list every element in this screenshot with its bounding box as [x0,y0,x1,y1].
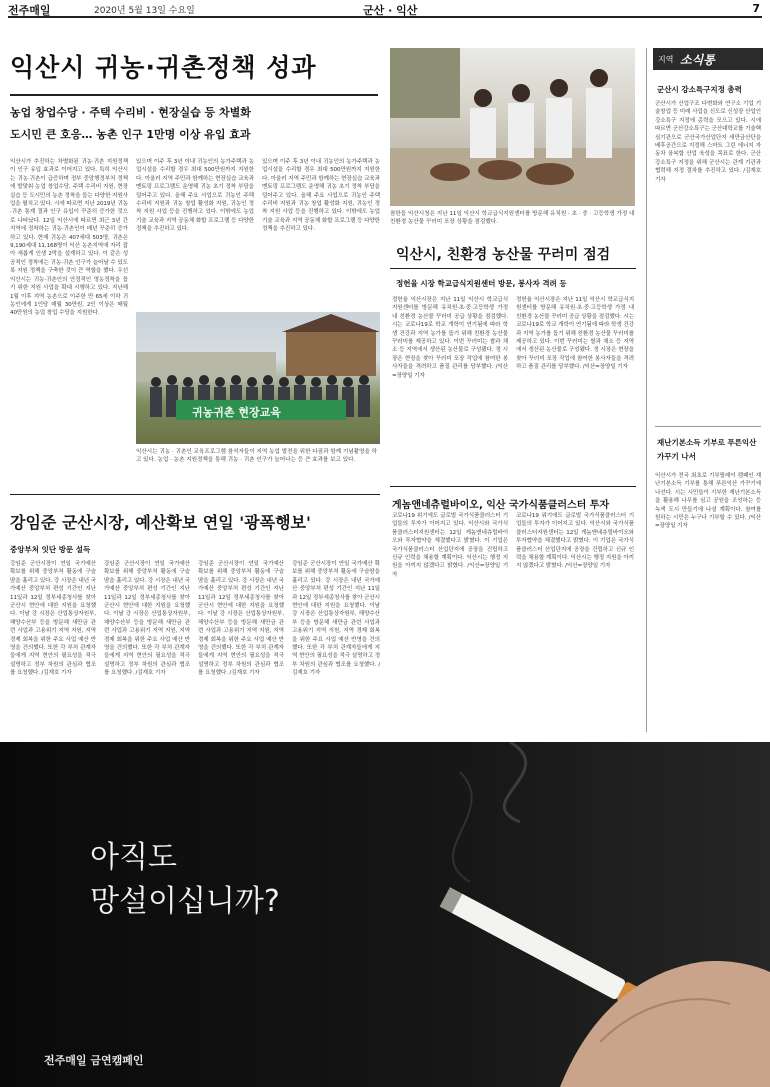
article4-headline: 게놈앤네츄럴바이오, 익산 국가식품클러스터 투자 [392,500,610,511]
lead-photo [136,312,380,444]
lead-headline: 익산시 귀농·귀촌정책 성과 [10,53,317,82]
sidebar-header-title: 소식통 [680,53,715,67]
article4-body-col-1: 코로나19 위기에도 글로벌 국가식품클러스터 기업들의 투자가 이어지고 있다. 익산시와 국가식품클러스터지원센터는 12일 게놈앤네츄럴바이오와 투자협약을 체결했다고 밝혔다. 이 기업은 국가식품클러스터 산업단지에 공장을 건립하고 신규 인력을 채용할 계획이다. 익산시는 행정 지원을 아끼지 않겠다고 밝혔다. /익산=장양일 기자 [392,513,508,578]
divider [655,426,761,427]
article2-headline: 익산시, 친환경 농산물 꾸러미 점검 [396,247,611,263]
lead-subheadline-1: 농업 창업수당 · 주택 수리비 · 현장실습 등 차별화 [10,106,251,119]
article3-headline: 강임준 군산시장, 예산확보 연일 '광폭행보' [10,513,311,532]
top-photo [390,48,635,206]
lead-body-col-1: 익산시가 추진하는 차별화된 귀농·귀촌 지원정책이 인구 유입 효과로 이어지고 있다. 특히 익산시는 귀농·귀촌이 급증하며 정부 중앙행정부처 정책에 발맞춰 농업 창업수당, 주택 수리비 지원, 현장실습 등 도시민의 농촌 정착을 돕는 다양한 지원사업을 펼치고 있다. 시에 따르면 지난 2019년 귀농·귀촌 통계 결과 인구 유입이 꾸준히 증가한 것으로 나타났다. 12일 익산시에 따르면 최근 3년 간 지역에 정착하는 귀농·귀촌인이 매년 꾸준히 증가하고 있다. 현재 귀농은 407세대 503명, 귀촌은 9,190세대 11,168명이 익산 농촌지역에 자리 잡아 새롭게 인생 2막을 설계하고 있다. 이 같은 성공적인 정착에는 귀농·귀촌 인구가 늘어날 수 있도록 지원 정책을 구축한 것이 큰 역할을 했다. 우선 익산시는 귀농·귀촌인의 안정적인 영농정착을 돕기 위한 지원 사업을 확대 시행하고 있다. 지난해 1월 이후 지역 농촌으로 이주한 만 65세 이하 귀농인에게 1인당 매월 30만원, 2인 이상은 매월 40만원의 농업 창업 수당을 지원한다. [10,159,128,317]
top-photo-caption: 참한들 익산시청은 지난 11일 익산시 학교급식지원센터를 방문해 유치원 · 초 · 중 · 고등학생 가정 내 친환경 농산물 꾸러미 포장 상황을 점검했다. [390,211,635,225]
sidebar-item1-body: 군산시가 산업구조 다변화와 연구소 기업 기술창업 등 미래 사업을 신도로 신성장 산업인 강소특구 지정에 총력을 모으고 있다. 시에 따르면 군산강소특구는 군산대학교를 기술핵심기관으로 군산국가산업단지 새만금산단을 배후공간으로 지정해 스마트 그린 에너지 자동차 융복합 산업 육성을 목표로 한다. 군산 강소특구 지정을 위해 군산시는 관계 기관과 협력해 지정 절차를 추진하고 있다. /김재호 기자 [655,101,761,183]
divider [390,268,636,269]
lead-photo-caption: 익산시는 귀농 · 귀촌인 교육프로그램 참석자들이 지역 농업 발전을 위한 다짐과 함께 기념촬영을 하고 있다. 농업 · 농촌 지원정책을 통해 귀농 · 귀촌 인구가 늘어나는 등 큰 효과를 보고 있다. [136,449,378,463]
divider [10,494,380,495]
article4-body-col-2: 코로나19 위기에도 글로벌 국가식품클러스터 기업들의 투자가 이어지고 있다. 익산시와 국가식품클러스터지원센터는 12일 게놈앤네츄럴바이오와 투자협약을 체결했다고 밝혔다. 이 기업은 국가식품클러스터 산업단지에 공장을 건립하고 신규 인력을 채용할 계획이다. 익산시는 행정 지원을 아끼지 않겠다고 밝혔다. /익산=장양일 기자 [516,513,634,570]
paper-name: 전주매일 [8,4,51,17]
sidebar-item1-title: 군산시 강소특구지정 총력 [657,85,742,94]
article2-body-col-2: 정헌율 익산시장은 지난 11일 익산시 학교급식지원센터를 방문해 유치원·초·중·고등학생 가정 내 친환경 농산물 꾸러미 공급 상황을 점검했다. 시는 코로나19로 학교 개학이 연기됨에 따라 학생 건강과 지역 농가를 돕기 위해 친환경 농산물 꾸러미를 제공하고 있다. 이번 꾸러미는 쌀과 채소 등 지역에서 생산된 농산물로 구성됐다. 정 시장은 현장을 찾아 꾸러미 포장 작업에 참여한 봉사자들을 격려하고 품질 관리를 당부했다. /익산=장양일 기자 [516,297,634,371]
article3-body-col-1: 강임준 군산시장이 연일 국가예산 확보를 위해 중앙부처 활동에 구슬땀을 흘리고 있다. 강 시장은 내년 국가예산 중앙부처 편성 기간인 지난 11일과 12일 정부세종청사를 찾아 군산시 현안에 대한 지원을 요청했다. 이날 강 시장은 산업통상자원부, 해양수산부 등을 방문해 새만금 관련 사업과 고용위기 지역 지원, 지역 경제 회복을 위한 주요 사업 예산 반영을 건의했다. 또한 각 부처 관계자들에게 지역 현안의 필요성을 적극 설명하고 정부 차원의 관심과 협조를 요청했다. /김재호 기자 [10,561,96,677]
page-number: 7 [752,2,760,15]
lead-photo-banner: 귀농귀촌 현장교육 [192,406,281,419]
lead-body-col-2: 있으며 이주 후 3년 이내 귀농인의 농가주택과 농업시설을 수리할 경우 최대 500만원까지 지원한다. 아울러 지역 주민과 함께하는 현장실습 교육과 멘토링 프로그램도 운영해 귀농 초기 정착 부담을 덜어주고 있다. 올해 주요 사업으로 귀농인 주택 수리비 지원과 귀농 창업 활성화 지원, 귀농인 정착 지원 사업 등을 진행하고 있다. 이밖에도 농업 기술 교육과 지역 공동체 화합 프로그램 등 다양한 정책을 추진하고 있다. [136,159,254,233]
ad-headline-line1: 아직도 [90,840,177,875]
section-name: 군산 · 익산 [363,4,418,17]
article3-body-col-2: 강임준 군산시장이 연일 국가예산 확보를 위해 중앙부처 활동에 구슬땀을 흘리고 있다. 강 시장은 내년 국가예산 중앙부처 편성 기간인 지난 11일과 12일 정부세종청사를 찾아 군산시 현안에 대한 지원을 요청했다. 이날 강 시장은 산업통상자원부, 해양수산부 등을 방문해 새만금 관련 사업과 고용위기 지역 지원, 지역 경제 회복을 위한 주요 사업 예산 반영을 건의했다. 또한 각 부처 관계자들에게 지역 현안의 필요성을 적극 설명하고 정부 차원의 관심과 협조를 요청했다. /김재호 기자 [104,561,190,677]
article3-subheadline: 중앙부처 잇단 방문 설득 [10,545,91,554]
issue-date: 2020년 5월 13일 수요일 [94,6,195,16]
sidebar-item2-body: 익산시가 전국 최초로 기부릴레이 캠페인 재난기본소득 기부를 통해 푸른익산 가꾸기에 나선다. 시는 시민들이 기부한 재난기본소득을 활용해 나무를 심고 공원을 조성하는 등 녹색 도시 만들기에 나설 계획이다. 참여를 원하는 시민은 누구나 기부할 수 있다. /익산=장양일 기자 [655,473,761,530]
sidebar-header-label: 지역 [658,55,674,64]
article3-body-col-4: 강임준 군산시장이 연일 국가예산 확보를 위해 중앙부처 활동에 구슬땀을 흘리고 있다. 강 시장은 내년 국가예산 중앙부처 편성 기간인 지난 11일과 12일 정부세종청사를 찾아 군산시 현안에 대한 지원을 요청했다. 이날 강 시장은 산업통상자원부, 해양수산부 등을 방문해 새만금 관련 사업과 고용위기 지역 지원, 지역 경제 회복을 위한 주요 사업 예산 반영을 건의했다. 또한 각 부처 관계자들에게 지역 현안의 필요성을 적극 설명하고 정부 차원의 관심과 협조를 요청했다. /김재호 기자 [292,561,380,677]
article2-body-col-1: 정헌율 익산시장은 지난 11일 익산시 학교급식지원센터를 방문해 유치원·초·중·고등학생 가정 내 친환경 농산물 꾸러미 공급 상황을 점검했다. 시는 코로나19로 학교 개학이 연기됨에 따라 학생 건강과 지역 농가를 돕기 위해 친환경 농산물 꾸러미를 제공하고 있다. 이번 꾸러미는 쌀과 채소 등 지역에서 생산된 농산물로 구성됐다. 정 시장은 현장을 찾아 꾸러미 포장 작업에 참여한 봉사자들을 격려하고 품질 관리를 당부했다. /익산=장양일 기자 [392,297,508,379]
lead-body-col-3: 있으며 이주 후 3년 이내 귀농인의 농가주택과 농업시설을 수리할 경우 최대 500만원까지 지원한다. 아울러 지역 주민과 함께하는 현장실습 교육과 멘토링 프로그램도 운영해 귀농 초기 정착 부담을 덜어주고 있다. 올해 주요 사업으로 귀농인 주택 수리비 지원과 귀농 창업 활성화 지원, 귀농인 정착 지원 사업 등을 진행하고 있다. 이밖에도 농업 기술 교육과 지역 공동체 화합 프로그램 등 다양한 정책을 추진하고 있다. [262,159,380,233]
article2-subheadline: 정헌율 시장 학교급식지원센터 방문, 봉사자 격려 등 [396,279,567,288]
lead-photo-image [136,312,380,444]
article3-body-col-3: 강임준 군산시장이 연일 국가예산 확보를 위해 중앙부처 활동에 구슬땀을 흘리고 있다. 강 시장은 내년 국가예산 중앙부처 편성 기간인 지난 11일과 12일 정부세종청사를 찾아 군산시 현안에 대한 지원을 요청했다. 이날 강 시장은 산업통상자원부, 해양수산부 등을 방문해 새만금 관련 사업과 고용위기 지역 지원, 지역 경제 회복을 위한 주요 사업 예산 반영을 건의했다. 또한 각 부처 관계자들에게 지역 현안의 필요성을 적극 설명하고 정부 차원의 관심과 협조를 요청했다. /김재호 기자 [198,561,284,677]
lead-subheadline-2: 도시민 큰 호응… 농촌 인구 1만명 이상 유입 효과 [10,128,251,141]
masthead [8,2,762,18]
sidebar-news-briefs [646,48,762,732]
ad-footer-label: 전주매일 금연캠페인 [44,1054,144,1067]
lead-divider [10,94,378,96]
sidebar-item2-title: 재난기본소득 기부로 푸른익산 가꾸기 나서 [657,438,757,461]
ad-headline-line2: 망설이십니까? [90,884,280,919]
sidebar-header [653,48,763,70]
divider [390,486,636,487]
top-photo-image [390,48,635,206]
